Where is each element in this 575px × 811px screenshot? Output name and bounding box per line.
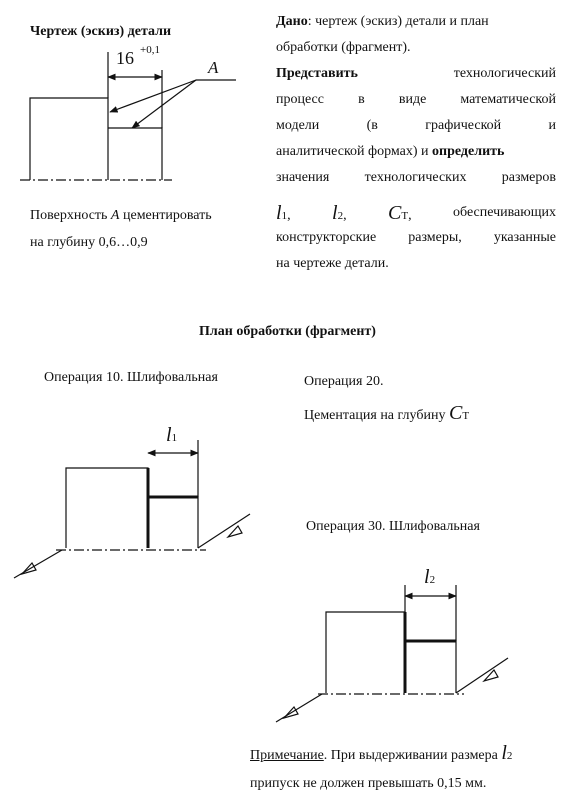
var-l2: l2, (332, 201, 347, 224)
sketch-caption-line1 (30, 208, 212, 224)
op30-title: Операция 30. Шлифовальная (306, 519, 480, 534)
op10-outline (66, 468, 148, 548)
dimension-value: 16 (116, 48, 134, 68)
op10-dim-sub: 1 (171, 432, 178, 444)
given-text: : чертеж (эскиз) детали и план (307, 14, 489, 29)
var-l1: l1, (276, 201, 291, 224)
op10-dimension-label (166, 424, 177, 447)
given-block (276, 14, 556, 282)
caption-surface-var: A (110, 208, 120, 223)
part-sketch (20, 52, 236, 180)
leader-line-1 (110, 80, 196, 112)
var-ct-sub: Т (401, 209, 409, 222)
present-label: Представить (276, 66, 358, 81)
op30-dim-sub: 2 (429, 574, 436, 586)
op30-support-left (276, 694, 322, 722)
op10-sketch (14, 440, 250, 578)
note-text: . При выдерживании размера (323, 748, 502, 763)
op30-sketch (276, 585, 508, 722)
op10-support-right (198, 514, 250, 548)
op30-support-right-mark (484, 670, 498, 681)
var-ct-symbol: C (388, 201, 402, 224)
given-line-5: модели (в графической и (276, 118, 556, 133)
op10-title: Операция 10. Шлифовальная (44, 370, 218, 385)
given-line-3 (276, 66, 556, 92)
op20-description (304, 402, 469, 425)
caption-text: Поверхность (30, 208, 111, 223)
op10-support-left (14, 550, 62, 578)
op30-outline (326, 612, 405, 693)
given-line-9: конструкторские размеры, указанные (276, 230, 556, 245)
caption-text-rest: цементировать (119, 208, 212, 223)
given-line-1 (276, 14, 556, 40)
given-line-7: значения технологических размеров (276, 170, 556, 185)
given-line-6 (276, 144, 556, 170)
var-l2-sub: 2 (337, 209, 344, 222)
var-l1-symbol: l (276, 201, 282, 224)
op20-title: Операция 20. (304, 374, 384, 389)
op30-step (405, 641, 456, 693)
given-line-4: процесс в виде математической (276, 92, 556, 107)
op10-dim-symbol: l (166, 424, 172, 446)
part-outline (30, 98, 108, 180)
var-ct: CТ, (388, 201, 412, 224)
given-text: аналитической формах) и (276, 144, 433, 159)
given-text: технологический (453, 66, 556, 81)
op30-support-right (456, 658, 508, 693)
op10-support-left-mark (22, 563, 36, 574)
given-line-10: на чертеже детали. (276, 256, 389, 271)
given-label: Дано (276, 14, 308, 29)
sketch-title: Чертеж (эскиз) детали (30, 24, 172, 39)
note-line1 (250, 742, 512, 765)
given-line-8 (276, 196, 556, 230)
var-l2-symbol: l (332, 201, 338, 224)
surface-label: A (208, 58, 219, 77)
op20-var-sub: Т (462, 410, 470, 422)
determine-label: определить (432, 144, 505, 159)
plan-title: План обработки (фрагмент) (199, 324, 376, 339)
part-step (108, 128, 162, 180)
dimension-tolerance: +0,1 (140, 44, 160, 56)
note-var-symbol: l (501, 742, 507, 764)
note-var-sub: 2 (506, 750, 513, 762)
given-line-2: обработки (фрагмент). (276, 40, 411, 55)
given-text: обеспечивающих (453, 204, 556, 220)
sketch-caption-line2: на глубину 0,6…0,9 (30, 235, 148, 250)
op30-dim-symbol: l (424, 566, 430, 588)
op20-text: Цементация на глубину (304, 408, 449, 423)
op30-dimension-label (424, 566, 435, 589)
var-l1-sub: 1 (281, 209, 288, 222)
note-label: Примечание (250, 748, 324, 763)
op10-step (148, 497, 198, 548)
op20-var-symbol: C (448, 402, 463, 424)
note-line2: припуск не должен превышать 0,15 мм. (250, 776, 487, 791)
leader-line-2 (132, 80, 196, 128)
